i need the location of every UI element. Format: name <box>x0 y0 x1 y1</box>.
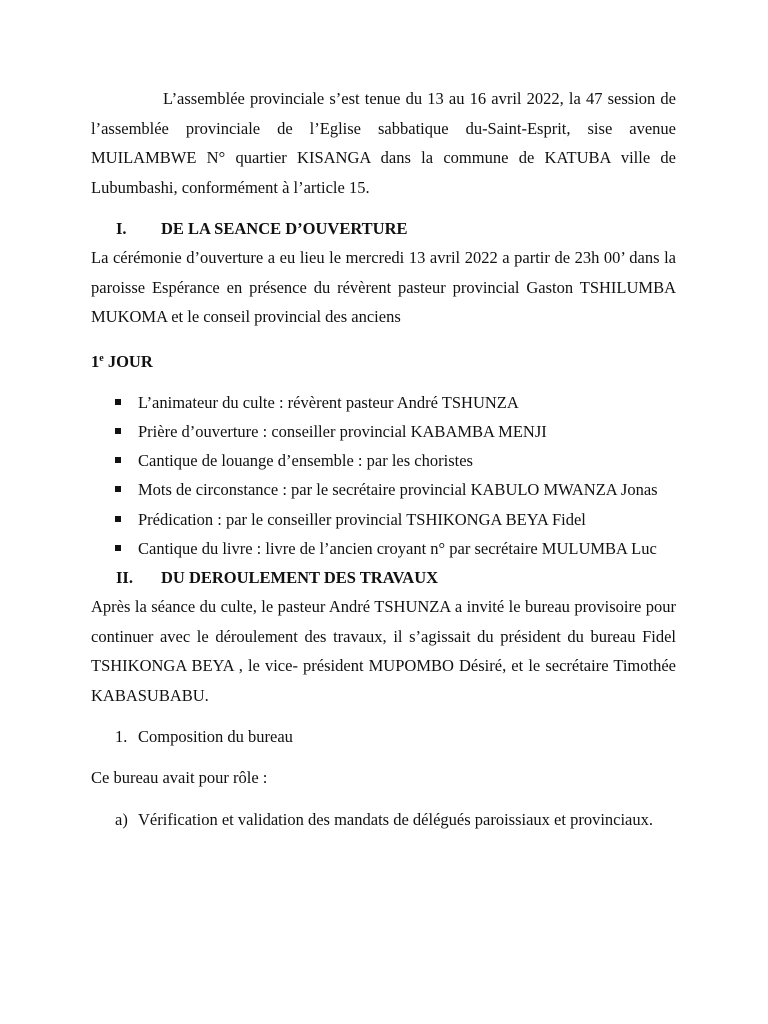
section-heading-works <box>91 563 676 592</box>
section-number: II. <box>116 568 133 588</box>
list-item: Prédication : par le conseiller provincial TSHIKONGA BEYA Fidel <box>91 505 676 534</box>
square-bullet-icon <box>115 545 121 551</box>
square-bullet-icon <box>115 486 121 492</box>
list-item: L’animateur du culte : révèrent pasteur André TSHUNZA <box>91 388 676 417</box>
item-text: Vérification et validation des mandats de délégués paroissiaux et provinciaux. <box>138 809 654 829</box>
section-heading-opening <box>91 214 676 243</box>
list-item: Cantique du livre : livre de l’ancien croyant n° par secrétaire MULUMBA Luc <box>91 534 676 563</box>
opening-paragraph: La cérémonie d’ouverture a eu lieu le mercredi 13 avril 2022 a partir de 23h 00’ dans la paroisse Espérance en présence du révèrent pasteur provincial Gaston TSHILUMBA MUKOMA et le conseil provincial des anciens <box>91 248 676 326</box>
square-bullet-icon <box>115 457 121 463</box>
item-text: Composition du bureau <box>138 727 293 747</box>
section-number: I. <box>116 219 127 238</box>
square-bullet-icon <box>115 428 121 434</box>
intro-paragraph: L’assemblée provinciale s’est tenue du 13 au 16 avril 2022, la 47 session de l’assemblée provinciale de l’Eglise sabbatique du-Saint-Esprit, sise avenue MUILAMBWE N° quartier KISANGA dans la commune de KATUBA ville de Lubumbashi, conformément à l’article 15. <box>91 89 676 197</box>
list-item: Mots de circonstance : par le secrétaire provincial KABULO MWANZA Jonas <box>91 475 676 504</box>
document-page <box>91 84 676 846</box>
section-title: DE LA SEANCE D’OUVERTURE <box>161 219 408 238</box>
role-intro: Ce bureau avait pour rôle : <box>91 768 268 788</box>
day1-program-list <box>91 388 676 564</box>
day-label: JOUR <box>107 351 153 371</box>
square-bullet-icon <box>115 399 121 405</box>
works-paragraph: Après la séance du culte, le pasteur André TSHUNZA a invité le bureau provisoire pour continuer avec le déroulement des travaux, il s’agissait du président du bureau Fidel TSHIKONGA BEYA , le vice- président MUPOMBO Désiré, et le secrétaire Timothée KABASUBABU. <box>91 597 676 705</box>
list-item: Prière d’ouverture : conseiller provincial KABAMBA MENJI <box>91 417 676 446</box>
section-title: DU DEROULEMENT DES TRAVAUX <box>161 568 439 588</box>
numbered-item-composition <box>91 722 676 751</box>
item-marker: a) <box>115 809 128 829</box>
item-marker: 1. <box>115 727 128 747</box>
day-heading <box>91 344 676 376</box>
square-bullet-icon <box>115 516 121 522</box>
day-superscript: e <box>99 352 104 364</box>
day-number: 1 <box>91 351 100 371</box>
lettered-item-a <box>91 805 676 835</box>
list-item: Cantique de louange d’ensemble : par les choristes <box>91 446 676 475</box>
